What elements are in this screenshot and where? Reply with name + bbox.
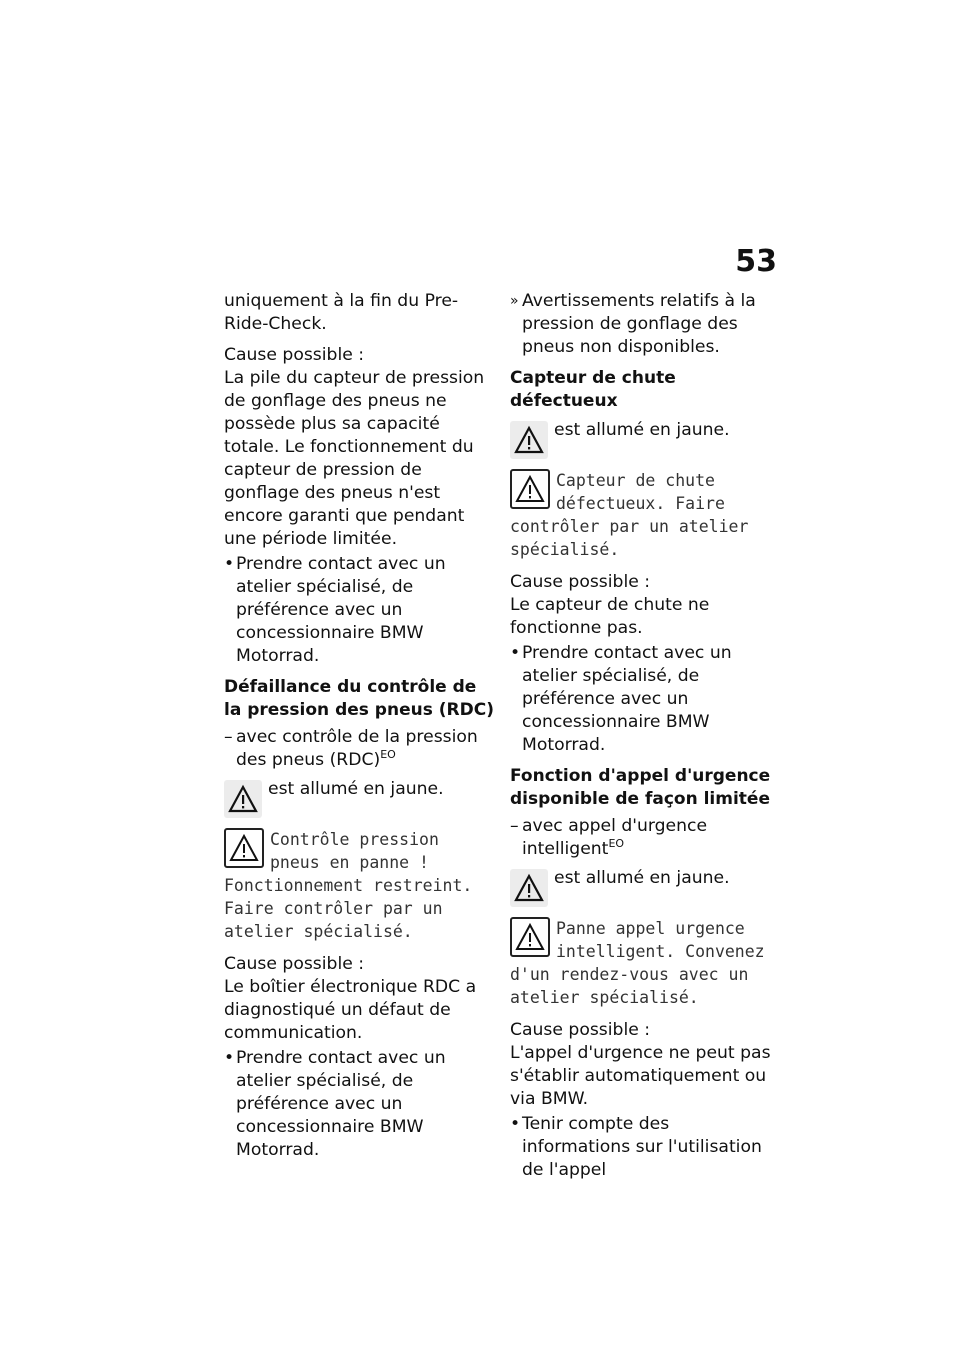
bullet-item: • Prendre contact avec un atelier spécialisé, de préférence avec un concessionnaire BMW Motorrad.	[224, 1047, 494, 1162]
eo-superscript: EO	[608, 837, 625, 850]
paragraph: L'appel d'urgence ne peut pas s'établir automatiquement ou via BMW.	[510, 1043, 771, 1109]
display-message	[510, 469, 778, 565]
result-text: Avertissements relatifs à la pression de gonflage des pneus non disponibles.	[522, 291, 756, 357]
paragraph: Le boîtier électronique RDC a diagnostiqué un défaut de communication.	[224, 977, 477, 1043]
bullet-item: • Tenir compte des informations sur l'utilisation de l'appel	[510, 1113, 778, 1182]
lamp-text: est allumé en jaune.	[268, 779, 444, 799]
display-text: Capteur de chute défectueux. Faire contrôler par un atelier spécialisé.	[510, 471, 749, 559]
indicator-lamp	[510, 419, 778, 459]
chevron-marker: »	[510, 293, 519, 309]
condition-text: avec appel d'urgence intelligent	[522, 816, 708, 859]
dash-marker: –	[510, 816, 519, 836]
condition-item	[224, 726, 494, 772]
indicator-lamp	[224, 778, 494, 818]
section-heading: Défaillance du contrôle de la pression des pneus (RDC)	[224, 677, 494, 720]
cause-label: Cause possible :	[510, 1020, 651, 1040]
lamp-text: est allumé en jaune.	[554, 868, 730, 888]
warning-triangle-outline-icon	[510, 469, 550, 509]
bullet-item: • Prendre contact avec un atelier spécialisé, de préférence avec un concessionnaire BMW Motorrad.	[510, 642, 778, 757]
lamp-text: est allumé en jaune.	[554, 420, 730, 440]
condition-text: avec contrôle de la pression des pneus (RDC)	[236, 727, 478, 770]
cause-label: Cause possible :	[510, 572, 651, 592]
result-item	[510, 290, 778, 359]
display-message	[224, 828, 494, 947]
warning-triangle-icon	[224, 780, 262, 818]
right-column	[510, 290, 778, 1190]
warning-triangle-outline-icon	[224, 828, 264, 868]
display-text: Panne appel urgence intelligent. Convenez d'un rendez-vous avec un atelier spécialisé.	[510, 919, 765, 1007]
page-number: 53	[735, 244, 777, 279]
section-heading: Fonction d'appel d'urgence disponible de façon limitée	[510, 766, 771, 809]
condition-item	[510, 815, 778, 861]
cause-label: Cause possible :	[224, 345, 365, 365]
warning-triangle-icon	[510, 421, 548, 459]
indicator-lamp	[510, 867, 778, 907]
section-heading: Capteur de chute défectueux	[510, 368, 676, 411]
paragraph: uniquement à la fin du Pre-Ride-Check.	[224, 291, 459, 334]
eo-superscript: EO	[380, 748, 396, 761]
display-text: Contrôle pression pneus en panne ! Fonctionnement restreint. Faire contrôler par un atelier spécialisé.	[224, 830, 473, 941]
dash-marker: –	[224, 727, 233, 747]
left-column	[224, 290, 494, 1170]
paragraph: La pile du capteur de pression de gonflage des pneus ne possède plus sa capacité totale. Le fonctionnement du capteur de pression de gonflage des pneus n'est encore garanti que pendant une période limitée.	[224, 368, 485, 549]
warning-triangle-outline-icon	[510, 917, 550, 957]
paragraph: Le capteur de chute ne fonctionne pas.	[510, 595, 710, 638]
cause-label: Cause possible :	[224, 954, 365, 974]
bullet-item: • Prendre contact avec un atelier spécialisé, de préférence avec un concessionnaire BMW Motorrad.	[224, 553, 494, 668]
warning-triangle-icon	[510, 869, 548, 907]
display-message	[510, 917, 778, 1013]
